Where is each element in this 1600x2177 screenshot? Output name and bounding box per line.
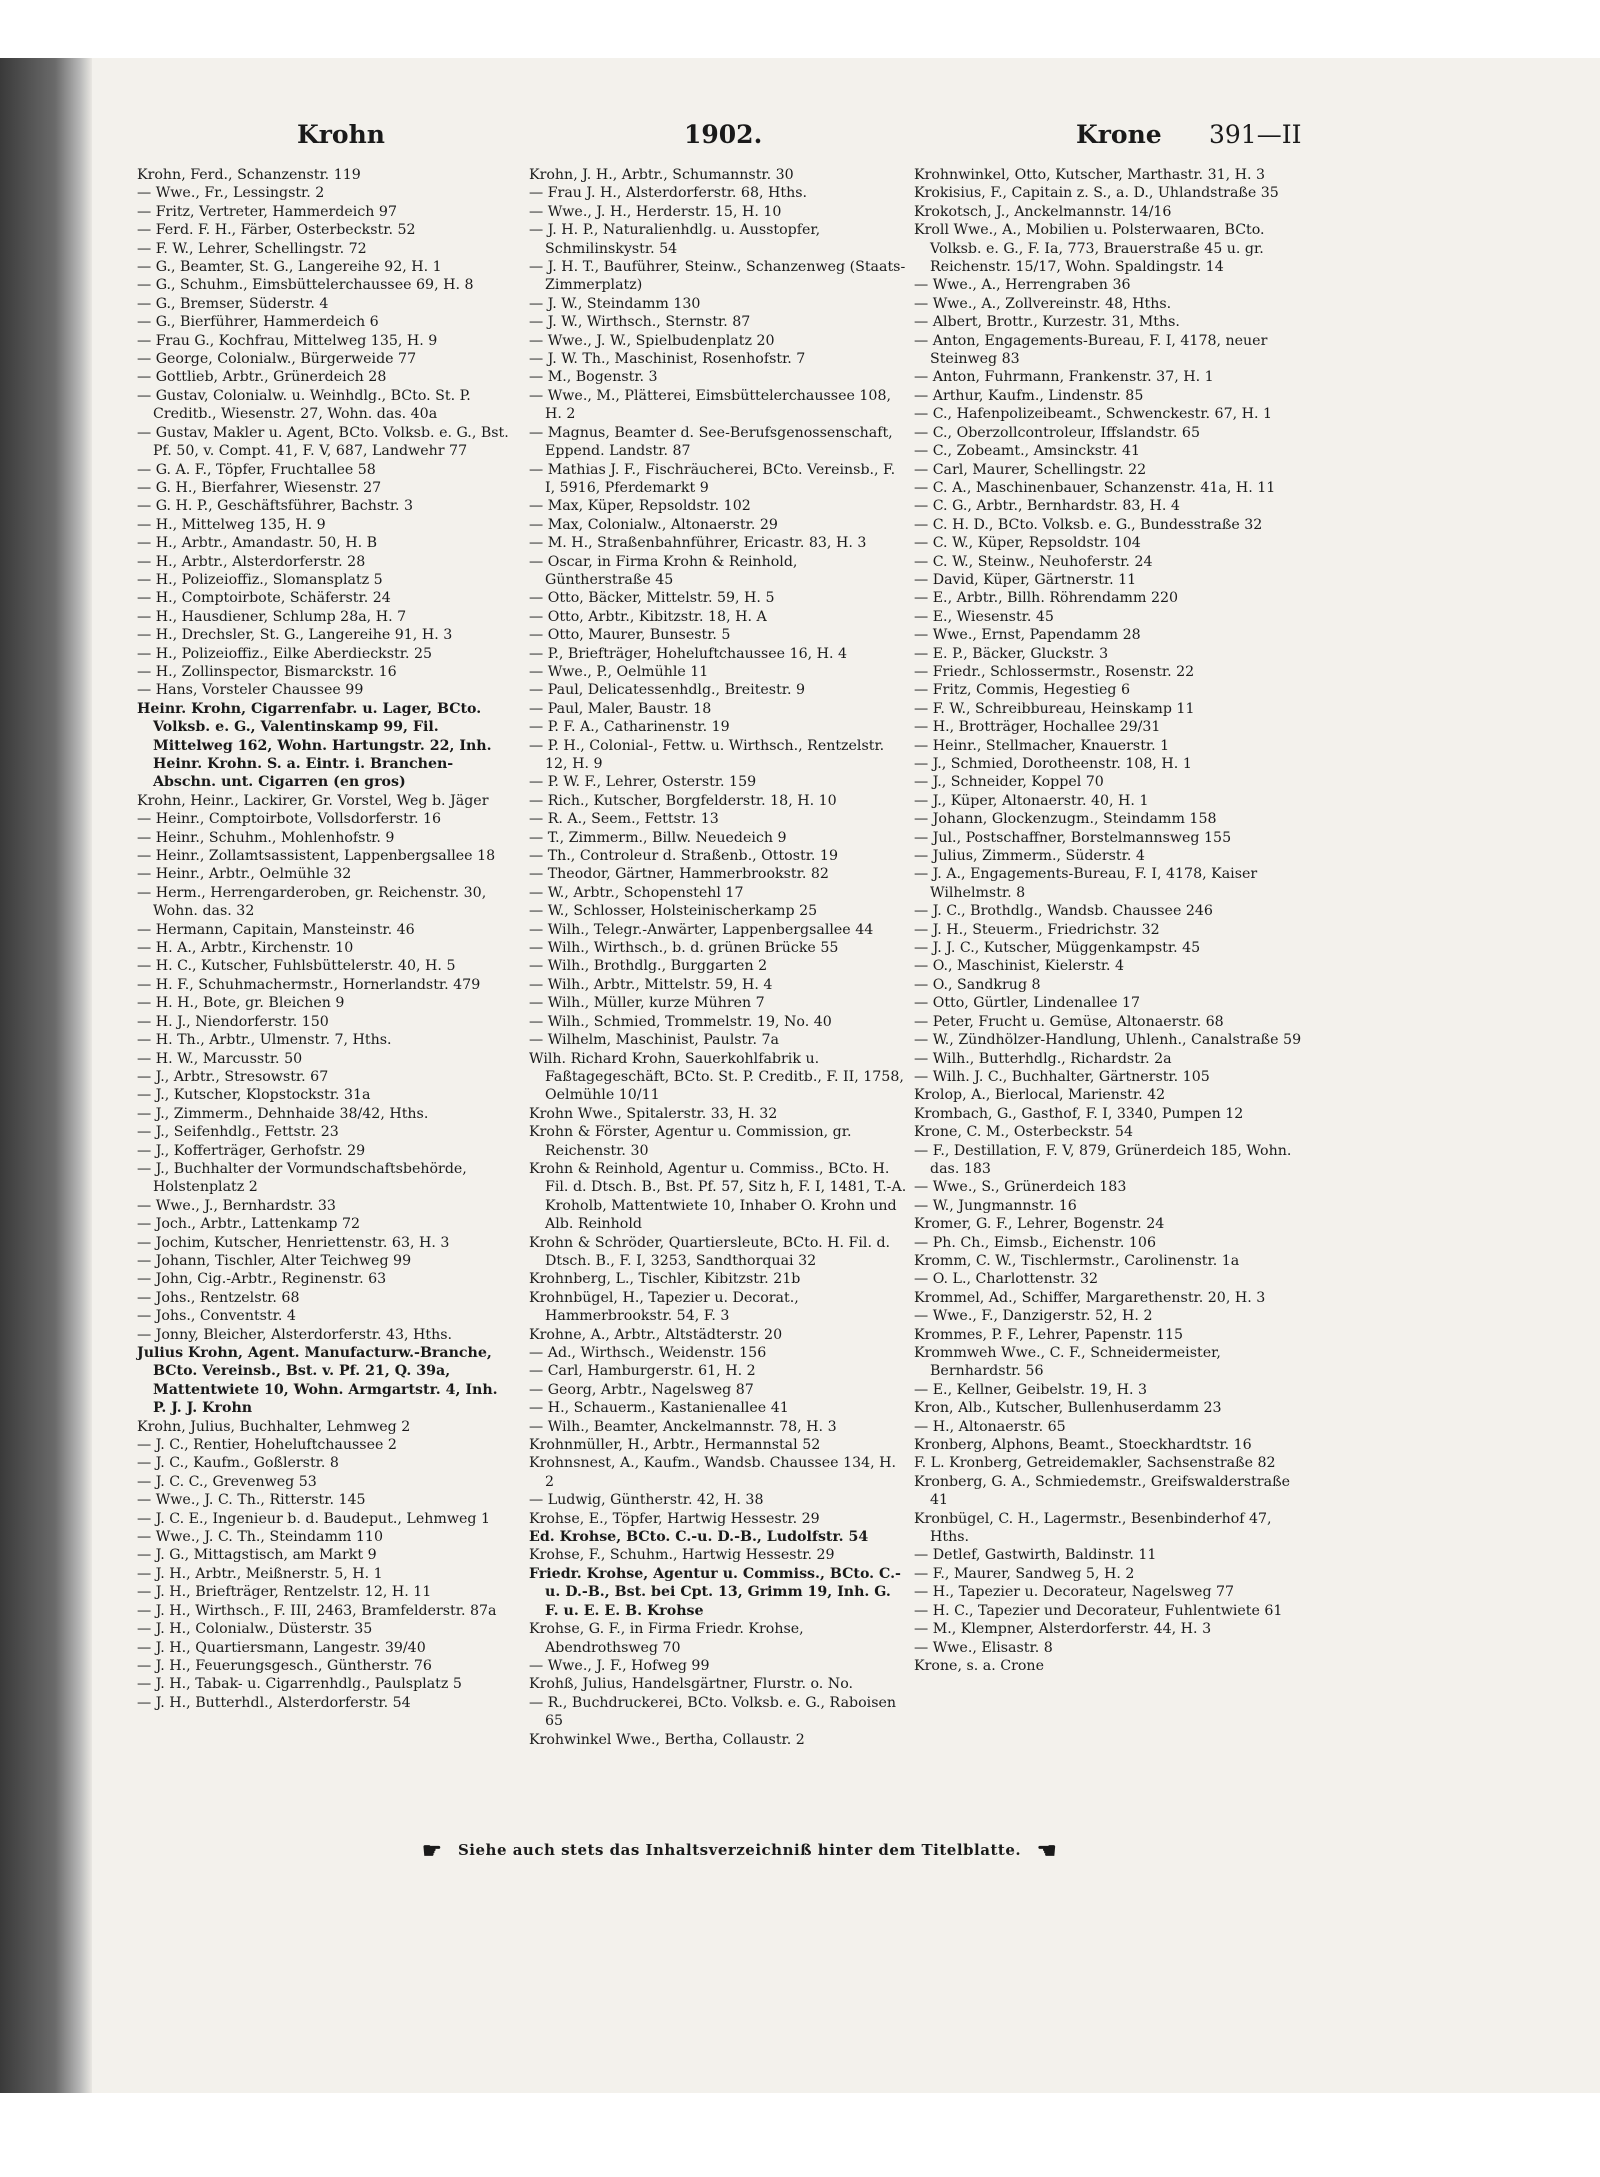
directory-entry: Krohn, Heinr., Lackirer, Gr. Vorstel, Weg b. Jäger <box>137 792 489 809</box>
directory-entry: — Peter, Frucht u. Gemüse, Altonaerstr. 68 <box>914 1013 1224 1030</box>
directory-entry: — Hans, Vorsteler Chaussee 99 <box>137 682 364 699</box>
directory-entry: — H., Polizeioffiz., Eilke Aberdieckstr. 25 <box>137 645 433 662</box>
directory-entry: Krohß, Julius, Handelsgärtner, Flurstr. o. No. <box>529 1676 854 1693</box>
directory-entry: — Max, Küper, Repsoldstr. 102 <box>529 498 751 515</box>
directory-entry: — C. W., Küper, Repsoldstr. 104 <box>914 535 1141 552</box>
directory-entry: — Mathias J. F., Fischräucherei, BCto. Vereinsb., F. I, 5916, Pferdemarkt 9 <box>529 461 896 496</box>
directory-entry: Kroll Wwe., A., Mobilien u. Polsterwaaren, BCto. Volksb. e. G., F. Ia, 773, Brauerstraße 45 u. gr. Reichenstr. 15/17, Wohn. Spaldingstr. 14 <box>914 222 1265 276</box>
directory-entry: Krohn & Reinhold, Agentur u. Commiss., BCto. H. Fil. d. Dtsch. B., Bst. Pf. 57, Sitz h, F. I, 1481, T.-A. Kroholb, Mattentwiete 10, Inhaber O. Krohn und Alb. Reinhold <box>529 1160 907 1233</box>
directory-entry: — E., Wiesenstr. 45 <box>914 608 1054 625</box>
directory-entry: — H. C., Tapezier und Decorateur, Fuhlentwiete 61 <box>914 1602 1283 1619</box>
directory-entry: — Wilh., Brothdlg., Burggarten 2 <box>529 958 768 975</box>
directory-entry: — Herm., Herrengarderoben, gr. Reichenstr. 30, Wohn. das. 32 <box>137 884 487 920</box>
directory-entry: — Wilh., Arbtr., Mittelstr. 59, H. 4 <box>529 976 773 993</box>
directory-entry: — Wwe., F., Danzigerstr. 52, H. 2 <box>914 1308 1153 1325</box>
directory-entry: — Otto, Bäcker, Mittelstr. 59, H. 5 <box>529 590 775 607</box>
directory-entry: — J. H., Butterhdl., Alsterdorferstr. 54 <box>137 1694 411 1711</box>
directory-entry: Krommel, Ad., Schiffer, Margarethenstr. 20, H. 3 <box>914 1289 1266 1306</box>
directory-entry: — J. H. P., Naturalienhdlg. u. Ausstopfer, Schmilinskystr. 54 <box>529 222 821 257</box>
directory-entry: — Carl, Maurer, Schellingstr. 22 <box>914 461 1147 478</box>
directory-entry: — Max, Colonialw., Altonaerstr. 29 <box>529 516 778 533</box>
directory-entry: — J. C. C., Grevenweg 53 <box>137 1473 317 1490</box>
directory-entry: — H. C., Kutscher, Fuhlsbüttelerstr. 40, H. 5 <box>137 958 456 975</box>
directory-entry: — Jochim, Kutscher, Henriettenstr. 63, H. 3 <box>137 1234 450 1251</box>
directory-entry: Krohn, Ferd., Schanzenstr. 119 <box>137 167 361 183</box>
directory-entry: Friedr. Krohse, Agentur u. Commiss., BCto. C.- u. D.-B., Bst. bei Cpt. 13, Grimm 19, Inh. G. F. u. E. E. B. Krohse <box>529 1565 901 1619</box>
directory-entry: — E., Kellner, Geibelstr. 19, H. 3 <box>914 1381 1148 1398</box>
directory-entry: — J., Seifenhdlg., Fettstr. 23 <box>137 1124 339 1141</box>
directory-entry: — C. G., Arbtr., Bernhardstr. 83, H. 4 <box>914 498 1180 515</box>
directory-entry: — G. H. P., Geschäftsführer, Bachstr. 3 <box>137 498 414 515</box>
directory-entry: — Fritz, Commis, Hegestieg 6 <box>914 682 1130 699</box>
directory-entry: — H., Comptoirbote, Schäferstr. 24 <box>137 590 391 607</box>
directory-entry: Kronbügel, C. H., Lagermstr., Besenbinderhof 47, Hths. <box>914 1510 1272 1546</box>
directory-entry: — W., Jungmannstr. 16 <box>914 1197 1077 1214</box>
directory-entry: — G., Bierführer, Hammerdeich 6 <box>137 314 379 331</box>
directory-entry: Heinr. Krohn, Cigarrenfabr. u. Lager, BCto. Volksb. e. G., Valentinskamp 99, Fil. Mittelweg 162, Wohn. Hartungstr. 22, Inh. Heinr. Krohn. S. a. Eintr. i. Branchen-Abschn. unt. Cigarren (en gros) <box>137 700 492 791</box>
directory-entry: — David, Küper, Gärtnerstr. 11 <box>914 571 1137 588</box>
pointing-hand-icon: ☚ <box>1036 1838 1058 1864</box>
directory-entry: — H., Schauerm., Kastanienallee 41 <box>529 1400 789 1417</box>
directory-entry: — J. J. C., Kutscher, Müggenkampstr. 45 <box>914 940 1201 957</box>
directory-entry: — Wwe., J., Bernhardstr. 33 <box>137 1197 336 1214</box>
directory-entry: — J., Schneider, Koppel 70 <box>914 774 1104 791</box>
directory-entry: — F., Maurer, Sandweg 5, H. 2 <box>914 1565 1135 1582</box>
directory-entry: — Wwe., J. C. Th., Steindamm 110 <box>137 1529 383 1546</box>
directory-entry: Krohse, E., Töpfer, Hartwig Hessestr. 29 <box>529 1510 820 1527</box>
directory-entry: — J. H., Feuerungsgesch., Güntherstr. 76 <box>137 1657 432 1674</box>
directory-entry: — H. Th., Arbtr., Ulmenstr. 7, Hths. <box>137 1032 392 1049</box>
directory-entry: — Albert, Brottr., Kurzestr. 31, Mths. <box>914 314 1180 331</box>
directory-entry: — G. A. F., Töpfer, Fruchtallee 58 <box>137 461 376 478</box>
directory-entry: Krombach, G., Gasthof, F. I, 3340, Pumpen 12 <box>914 1105 1244 1122</box>
directory-column-2 <box>529 166 907 1749</box>
directory-entry: — Arthur, Kaufm., Lindenstr. 85 <box>914 387 1144 404</box>
directory-entry: — J. W., Steindamm 130 <box>529 295 701 312</box>
directory-entry: — Oscar, in Firma Krohn & Reinhold, Güntherstraße 45 <box>529 553 798 588</box>
directory-entry: — J. C., Rentier, Hoheluftchaussee 2 <box>137 1437 397 1454</box>
directory-entry: Krohnmüller, H., Arbtr., Hermannstal 52 <box>529 1437 821 1454</box>
directory-entry: — George, Colonialw., Bürgerweide 77 <box>137 351 417 368</box>
directory-entry: — J., Küper, Altonaerstr. 40, H. 1 <box>914 792 1149 809</box>
directory-entry: — Theodor, Gärtner, Hammerbrookstr. 82 <box>529 866 829 883</box>
directory-entry: — O., Maschinist, Kielerstr. 4 <box>914 958 1125 975</box>
page-header <box>92 120 1600 160</box>
directory-entry: — C. W., Steinw., Neuhoferstr. 24 <box>914 553 1153 570</box>
directory-entry: Krohnsnest, A., Kaufm., Wandsb. Chaussee 134, H. 2 <box>529 1455 897 1490</box>
directory-entry: — J. G., Mittagstisch, am Markt 9 <box>137 1547 377 1564</box>
directory-entry: — H. J., Niendorferstr. 150 <box>137 1013 329 1030</box>
directory-entry: — P., Briefträger, Hoheluftchaussee 16, H. 4 <box>529 645 848 662</box>
directory-entry: — Wwe., J. F., Hofweg 99 <box>529 1657 710 1674</box>
directory-entry: — Wilh., Wirthsch., b. d. grünen Brücke 55 <box>529 940 839 957</box>
directory-entry: — Friedr., Schlossermstr., Rosenstr. 22 <box>914 663 1195 680</box>
header-left-word: Krohn <box>297 120 385 149</box>
directory-entry: — J. H., Arbtr., Meißnerstr. 5, H. 1 <box>137 1565 383 1582</box>
directory-entry: — Jul., Postschaffner, Borstelmannsweg 155 <box>914 829 1232 846</box>
directory-entry: — Ferd. F. H., Färber, Osterbeckstr. 52 <box>137 222 416 239</box>
directory-entry: — C. H. D., BCto. Volksb. e. G., Bundesstraße 32 <box>914 516 1263 533</box>
directory-entry: Krohse, G. F., in Firma Friedr. Krohse, Abendrothsweg 70 <box>529 1621 804 1656</box>
directory-entry: — Wilhelm, Maschinist, Paulstr. 7a <box>529 1032 779 1049</box>
directory-entry: — G., Bremser, Süderstr. 4 <box>137 295 329 312</box>
directory-entry: Krommweh Wwe., C. F., Schneidermeister, Bernhardstr. 56 <box>914 1345 1221 1380</box>
directory-entry: — C., Hafenpolizeibeamt., Schwenckestr. 67, H. 1 <box>914 406 1273 423</box>
directory-entry: — F., Destillation, F. V, 879, Grünerdeich 185, Wohn. das. 183 <box>914 1142 1292 1177</box>
directory-entry: — J. C., Kaufm., Goßlerstr. 8 <box>137 1455 339 1472</box>
directory-entry: — Wwe., A., Herrengraben 36 <box>914 277 1131 294</box>
directory-entry: — Hermann, Capitain, Mansteinstr. 46 <box>137 921 415 938</box>
directory-entry: — O. L., Charlottenstr. 32 <box>914 1271 1098 1288</box>
directory-entry: — C. A., Maschinenbauer, Schanzenstr. 41a, H. 11 <box>914 479 1276 496</box>
directory-entry: — Anton, Fuhrmann, Frankenstr. 37, H. 1 <box>914 369 1214 386</box>
directory-entry: — J. A., Engagements-Bureau, F. I, 4178, Kaiser Wilhelmstr. 8 <box>914 866 1258 901</box>
directory-entry: — H., Brotträger, Hochallee 29/31 <box>914 719 1161 736</box>
directory-entry: — Paul, Delicatessenhdlg., Breitestr. 9 <box>529 682 806 699</box>
directory-entry: Krohn, Julius, Buchhalter, Lehmweg 2 <box>137 1418 411 1435</box>
directory-entry: — Detlef, Gastwirth, Baldinstr. 11 <box>914 1547 1157 1564</box>
directory-entry: — G., Schuhm., Eimsbüttelerchaussee 69, H. 8 <box>137 277 474 294</box>
footer-note <box>412 1838 1067 1864</box>
directory-entry: — M., Bogenstr. 3 <box>529 369 658 386</box>
directory-entry: — Th., Controleur d. Straßenb., Ottostr. 19 <box>529 848 838 865</box>
directory-entry: — Gustav, Colonialw. u. Weinhdlg., BCto. St. P. Creditb., Wiesenstr. 27, Wohn. das. 40a <box>137 387 471 423</box>
directory-entry: — J., Kofferträger, Gerhofstr. 29 <box>137 1142 366 1159</box>
directory-entry: Krommes, P. F., Lehrer, Papenstr. 115 <box>914 1326 1184 1343</box>
directory-entry: — Johs., Rentzelstr. 68 <box>137 1289 300 1306</box>
directory-entry: — H., Tapezier u. Decorateur, Nagelsweg 77 <box>914 1584 1235 1601</box>
directory-entry: — O., Sandkrug 8 <box>914 976 1041 993</box>
directory-entry: — Wilh., Butterhdlg., Richardstr. 2a <box>914 1050 1172 1067</box>
directory-entry: — Wilh., Beamter, Anckelmannstr. 78, H. 3 <box>529 1418 837 1435</box>
directory-entry: — H. H., Bote, gr. Bleichen 9 <box>137 995 345 1012</box>
directory-entry: — G. H., Bierfahrer, Wiesenstr. 27 <box>137 479 382 496</box>
directory-entry: — P. F. A., Catharinenstr. 19 <box>529 719 730 736</box>
directory-entry: — M., Klempner, Alsterdorferstr. 44, H. 3 <box>914 1621 1212 1638</box>
directory-entry: — Heinr., Arbtr., Oelmühle 32 <box>137 866 352 883</box>
directory-entry: — W., Zündhölzer-Handlung, Uhlenh., Canalstraße 59 <box>914 1032 1302 1049</box>
directory-entry: — Otto, Arbtr., Kibitzstr. 18, H. A <box>529 608 767 625</box>
directory-entry: — Wilh. J. C., Buchhalter, Gärtnerstr. 105 <box>914 1068 1210 1085</box>
directory-entry: — P. H., Colonial-, Fettw. u. Wirthsch., Rentzelstr. 12, H. 9 <box>529 737 885 772</box>
directory-entry: — J. H., Steuerm., Friedrichstr. 32 <box>914 921 1160 938</box>
directory-entry: — H. F., Schuhmachermstr., Hornerlandstr. 479 <box>137 976 481 993</box>
directory-entry: — Wwe., A., Zollvereinstr. 48, Hths. <box>914 295 1172 312</box>
directory-entry: — Wwe., S., Grünerdeich 183 <box>914 1179 1127 1196</box>
directory-entry: — H., Mittelweg 135, H. 9 <box>137 516 326 533</box>
directory-entry: Ed. Krohse, BCto. C.-u. D.-B., Ludolfstr. 54 <box>529 1529 869 1546</box>
directory-entry: — H., Polizeioffiz., Slomansplatz 5 <box>137 571 383 588</box>
directory-entry: Julius Krohn, Agent. Manufacturw.-Branche, BCto. Vereinsb., Bst. v. Pf. 21, Q. 39a, Mattentwiete 10, Wohn. Armgartstr. 4, Inh. P. J. J. Krohn <box>137 1345 498 1417</box>
directory-entry: F. L. Kronberg, Getreidemakler, Sachsenstraße 82 <box>914 1455 1276 1472</box>
directory-entry: — Ad., Wirthsch., Weidenstr. 156 <box>529 1345 767 1361</box>
directory-entry: — H., Arbtr., Alsterdorferstr. 28 <box>137 553 366 570</box>
directory-column-1 <box>137 166 515 1712</box>
directory-entry: — Wwe., Elisastr. 8 <box>914 1639 1053 1656</box>
directory-entry: — J. C., Brothdlg., Wandsb. Chaussee 246 <box>914 903 1213 920</box>
directory-entry: Krohnberg, L., Tischler, Kibitzstr. 21b <box>529 1271 801 1288</box>
directory-entry: — Johs., Conventstr. 4 <box>137 1308 296 1325</box>
header-year: 1902. <box>684 120 763 149</box>
directory-entry: — J. C. E., Ingenieur b. d. Baudeput., Lehmweg 1 <box>137 1510 490 1527</box>
directory-entry: Krohne, A., Arbtr., Altstädterstr. 20 <box>529 1326 783 1343</box>
directory-entry: — Jonny, Bleicher, Alsterdorferstr. 43, Hths. <box>137 1326 453 1343</box>
directory-entry: Kromm, C. W., Tischlermstr., Carolinenstr. 1a <box>914 1252 1240 1269</box>
directory-entry: — Wwe., M., Plätterei, Eimsbüttelerchaussee 108, H. 2 <box>529 387 891 423</box>
directory-entry: — Frau G., Kochfrau, Mittelweg 135, H. 9 <box>137 332 438 349</box>
directory-entry: Krone, C. M., Osterbeckstr. 54 <box>914 1124 1133 1141</box>
directory-entry: — M. H., Straßenbahnführer, Ericastr. 83, H. 3 <box>529 535 867 552</box>
directory-entry: Krone, s. a. Crone <box>914 1657 1044 1674</box>
directory-entry: — Wilh., Schmied, Trommelstr. 19, No. 40 <box>529 1013 832 1030</box>
directory-entry: — Wwe., J. H., Herderstr. 15, H. 10 <box>529 203 782 220</box>
directory-entry: — Ph. Ch., Eimsb., Eichenstr. 106 <box>914 1234 1156 1251</box>
directory-entry: — Wwe., J. C. Th., Ritterstr. 145 <box>137 1492 366 1509</box>
directory-entry: — Anton, Engagements-Bureau, F. I, 4178, neuer Steinweg 83 <box>914 332 1268 368</box>
directory-entry: Krohwinkel Wwe., Bertha, Collaustr. 2 <box>529 1731 805 1748</box>
directory-entry: — W., Arbtr., Schopenstehl 17 <box>529 884 744 901</box>
directory-entry: — J. H. T., Bauführer, Steinw., Schanzenweg (Staats-Zimmerplatz) <box>529 259 906 294</box>
directory-entry: — Heinr., Comptoirbote, Vollsdorferstr. 16 <box>137 811 442 828</box>
directory-entry: Wilh. Richard Krohn, Sauerkohlfabrik u. Faßtagegeschäft, BCto. St. P. Creditb., F. II, 1758, Oelmühle 10/11 <box>529 1050 904 1104</box>
directory-entry: — Ludwig, Güntherstr. 42, H. 38 <box>529 1492 764 1509</box>
directory-entry: — E. P., Bäcker, Gluckstr. 3 <box>914 645 1109 662</box>
directory-entry: — Frau J. H., Alsterdorferstr. 68, Hths. <box>529 185 808 202</box>
directory-entry: Krohn & Schröder, Quartiersleute, BCto. H. Fil. d. Dtsch. B., F. I, 3253, Sandthorquai 32 <box>529 1234 891 1269</box>
directory-entry: — H., Drechsler, St. G., Langereihe 91, H. 3 <box>137 627 453 644</box>
directory-entry: Krolop, A., Bierlocal, Marienstr. 42 <box>914 1087 1166 1104</box>
directory-entry: Kron, Alb., Kutscher, Bullenhuserdamm 23 <box>914 1400 1222 1417</box>
directory-entry: Krokotsch, J., Anckelmannstr. 14/16 <box>914 203 1172 220</box>
directory-column-3 <box>914 166 1302 1675</box>
directory-entry: Krohnwinkel, Otto, Kutscher, Marthastr. 31, H. 3 <box>914 167 1266 183</box>
directory-entry: — Carl, Hamburgerstr. 61, H. 2 <box>529 1363 756 1380</box>
directory-entry: Krohn, J. H., Arbtr., Schumannstr. 30 <box>529 167 794 183</box>
directory-entry: — Paul, Maler, Baustr. 18 <box>529 700 712 717</box>
directory-entry: — J. H., Briefträger, Rentzelstr. 12, H. 11 <box>137 1584 432 1601</box>
directory-entry: Krohn Wwe., Spitalerstr. 33, H. 32 <box>529 1105 778 1122</box>
directory-entry: — Otto, Maurer, Bunsestr. 5 <box>529 627 731 644</box>
page-number: 391—II <box>1209 120 1302 149</box>
directory-entry: Krokisius, F., Capitain z. S., a. D., Uhlandstraße 35 <box>914 185 1279 202</box>
directory-entry: — G., Beamter, St. G., Langereihe 92, H. 1 <box>137 259 442 276</box>
directory-entry: — R. A., Seem., Fettstr. 13 <box>529 811 719 828</box>
directory-entry: — R., Buchdruckerei, BCto. Volksb. e. G., Raboisen 65 <box>529 1694 897 1730</box>
directory-entry: — J., Buchhalter der Vormundschaftsbehörde, Holstenplatz 2 <box>137 1160 467 1196</box>
directory-entry: — Wilh., Müller, kurze Mühren 7 <box>529 995 765 1012</box>
directory-entry: — Wwe., Fr., Lessingstr. 2 <box>137 185 325 202</box>
directory-entry: — J. W., Wirthsch., Sternstr. 87 <box>529 314 751 331</box>
book-binding <box>0 58 92 2093</box>
directory-entry: — J., Arbtr., Stresowstr. 67 <box>137 1068 329 1085</box>
directory-entry: Kronberg, G. A., Schmiedemstr., Greifswalderstraße 41 <box>914 1473 1290 1509</box>
pointing-hand-icon: ☛ <box>422 1838 443 1864</box>
directory-entry: Kromer, G. F., Lehrer, Bogenstr. 24 <box>914 1216 1165 1233</box>
directory-entry: — F. W., Schreibbureau, Heinskamp 11 <box>914 700 1195 717</box>
directory-entry: — P. W. F., Lehrer, Osterstr. 159 <box>529 774 757 791</box>
directory-entry: — Rich., Kutscher, Borgfelderstr. 18, H. 10 <box>529 792 837 809</box>
directory-entry: — J. H., Tabak- u. Cigarrenhdlg., Paulsplatz 5 <box>137 1676 462 1693</box>
directory-entry: — J., Zimmerm., Dehnhaide 38/42, Hths. <box>137 1105 429 1122</box>
directory-entry: — C., Oberzollcontroleur, Iffslandstr. 65 <box>914 424 1200 441</box>
directory-entry: — Johann, Tischler, Alter Teichweg 99 <box>137 1252 412 1269</box>
directory-entry: — J., Schmied, Dorotheenstr. 108, H. 1 <box>914 756 1192 772</box>
directory-entry: — J. H., Wirthsch., F. III, 2463, Bramfelderstr. 87a <box>137 1602 497 1619</box>
directory-entry: — Heinr., Stellmacher, Knauerstr. 1 <box>914 737 1170 754</box>
directory-entry: Kronberg, Alphons, Beamt., Stoeckhardtstr. 16 <box>914 1437 1252 1454</box>
directory-entry: — H., Zollinspector, Bismarckstr. 16 <box>137 663 397 680</box>
directory-entry: — Heinr., Zollamtsassistent, Lappenbergsallee 18 <box>137 848 496 865</box>
directory-entry: — E., Arbtr., Billh. Röhrendamm 220 <box>914 590 1179 607</box>
directory-page <box>92 58 1600 2093</box>
directory-entry: — H., Hausdiener, Schlump 28a, H. 7 <box>137 608 407 625</box>
directory-entry: — F. W., Lehrer, Schellingstr. 72 <box>137 240 367 257</box>
directory-entry: — J. H., Quartiersmann, Langestr. 39/40 <box>137 1639 426 1656</box>
directory-entry: — Wwe., J. W., Spielbudenplatz 20 <box>529 332 775 349</box>
directory-entry: — Julius, Zimmerm., Süderstr. 4 <box>914 848 1145 865</box>
directory-entry: — Wilh., Telegr.-Anwärter, Lappenbergsallee 44 <box>529 921 874 938</box>
directory-entry: — Gottlieb, Arbtr., Grünerdeich 28 <box>137 369 387 386</box>
directory-entry: — H., Arbtr., Amandastr. 50, H. B <box>137 535 378 552</box>
directory-entry: — C., Zobeamt., Amsinckstr. 41 <box>914 443 1141 460</box>
directory-entry: — J., Kutscher, Klopstockstr. 31a <box>137 1087 371 1104</box>
directory-entry: — Gustav, Makler u. Agent, BCto. Volksb. e. G., Bst. Pf. 50, v. Compt. 41, F. V, 687, Landwehr 77 <box>137 424 509 460</box>
directory-entry: — John, Cig.-Arbtr., Reginenstr. 63 <box>137 1271 387 1288</box>
directory-entry: — J. W. Th., Maschinist, Rosenhofstr. 7 <box>529 351 806 368</box>
directory-entry: — Wwe., P., Oelmühle 11 <box>529 663 709 680</box>
directory-entry: — Otto, Gürtler, Lindenallee 17 <box>914 995 1141 1012</box>
directory-entry: — H. W., Marcusstr. 50 <box>137 1050 303 1067</box>
directory-entry: Krohse, F., Schuhm., Hartwig Hessestr. 29 <box>529 1547 835 1564</box>
directory-entry: — Fritz, Vertreter, Hammerdeich 97 <box>137 203 397 220</box>
directory-entry: — T., Zimmerm., Billw. Neuedeich 9 <box>529 829 787 846</box>
directory-entry: — H. A., Arbtr., Kirchenstr. 10 <box>137 940 354 957</box>
directory-entry: — Joch., Arbtr., Lattenkamp 72 <box>137 1216 361 1233</box>
directory-entry: — H., Altonaerstr. 65 <box>914 1418 1066 1435</box>
directory-entry: — Heinr., Schuhm., Mohlenhofstr. 9 <box>137 829 395 846</box>
directory-entry: Krohnbügel, H., Tapezier u. Decorat., Hammerbrookstr. 54, F. 3 <box>529 1289 799 1325</box>
directory-entry: — Georg, Arbtr., Nagelsweg 87 <box>529 1381 754 1398</box>
directory-entry: — Johann, Glockenzugm., Steindamm 158 <box>914 811 1217 828</box>
header-right-word: Krone <box>1076 120 1162 149</box>
directory-entry: — Magnus, Beamter d. See-Berufsgenossenschaft, Eppend. Landstr. 87 <box>529 424 893 460</box>
directory-entry: — J. H., Colonialw., Düsterstr. 35 <box>137 1621 373 1638</box>
directory-entry: — W., Schlosser, Holsteinischerkamp 25 <box>529 903 818 920</box>
directory-entry: Krohn & Förster, Agentur u. Commission, gr. Reichenstr. 30 <box>529 1124 852 1159</box>
directory-entry: — Wwe., Ernst, Papendamm 28 <box>914 627 1141 644</box>
footer-text: Siehe auch stets das Inhaltsverzeichniß hinter dem Titelblatte. <box>457 1841 1022 1859</box>
